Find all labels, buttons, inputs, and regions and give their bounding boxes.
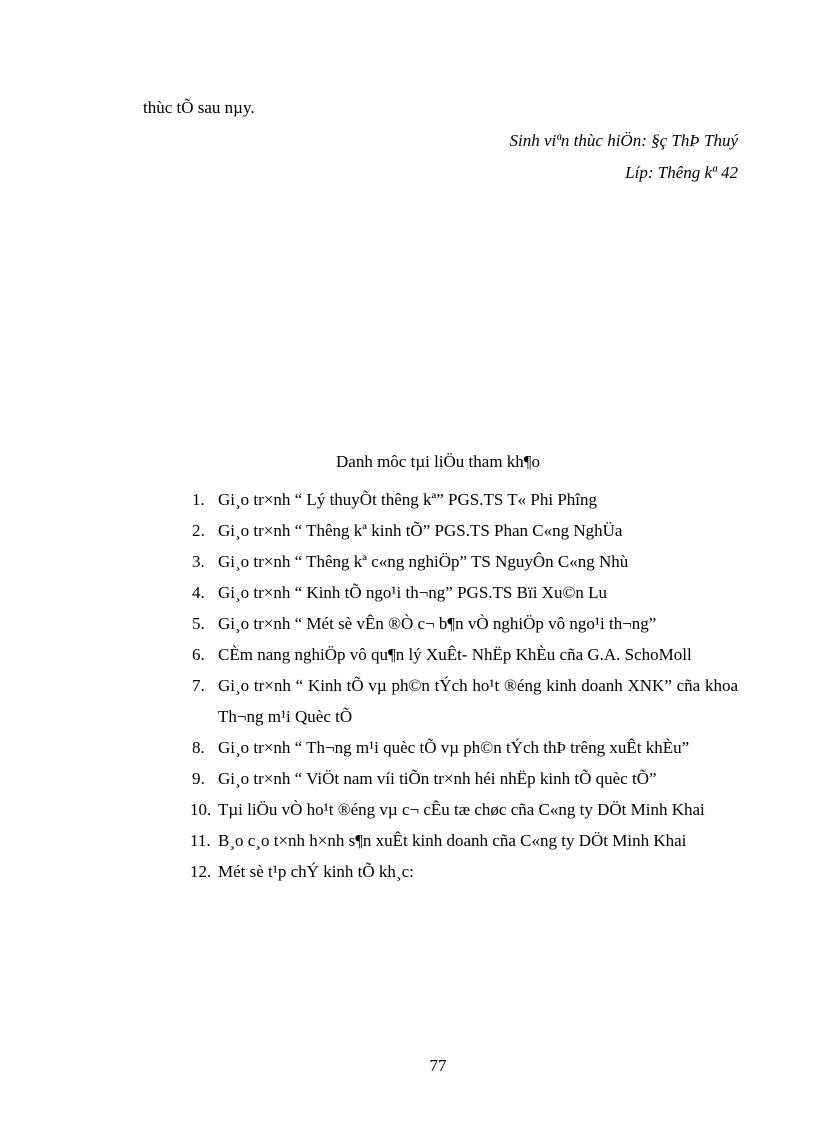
reference-text: CÈm nang nghiÖp vô qu¶n lý XuÊt- NhËp KhÈu cña G.A. SchoMoll [218, 645, 692, 664]
reference-text: Gi¸o tr×nh “ Lý thuyÕt thêng kª” PGS.TS T« Phi Phîng [218, 490, 597, 509]
reference-text: Gi¸o tr×nh “ Th¬ng m¹i quèc tÕ vµ ph©n tÝch thÞ trêng xuÊt khÈu” [218, 738, 690, 757]
reference-text: Tµi liÖu vÒ ho¹t ®éng vµ c¬ cÊu tæ chøc cña C«ng ty DÖt Minh Khai [218, 800, 705, 819]
reference-number: 11. [190, 831, 211, 850]
reference-number: 7. [192, 676, 205, 695]
intro-text: thùc tÕ sau nµy. [143, 98, 255, 117]
reference-text: Gi¸o tr×nh “ Mét sè vÊn ®Ò c¬ b¶n vÒ nghiÖp vô ngo¹i th¬ng” [218, 614, 657, 633]
reference-number: 6. [192, 645, 205, 664]
reference-item [192, 515, 738, 546]
reference-item [192, 608, 738, 639]
reference-item [192, 639, 738, 670]
reference-text: Gi¸o tr×nh “ Kinh tÕ vµ ph©n tÝch ho¹t ®éng kinh doanh XNK” cña khoa Th¬ng m¹i Quèc tÕ [218, 676, 738, 726]
references-title: Danh môc tµi liÖu tham kh¶o [336, 452, 540, 471]
reference-item [192, 763, 738, 794]
reference-item [192, 546, 738, 577]
reference-number: 4. [192, 583, 205, 602]
reference-number: 2. [192, 521, 205, 540]
reference-number: 3. [192, 552, 205, 571]
page-number: 77 [429, 1056, 447, 1075]
reference-number: 12. [190, 862, 212, 881]
reference-item [192, 484, 738, 515]
author-line: Sinh viªn thùc hiÖn: §ç ThÞ Thuý [509, 131, 738, 150]
reference-number: 10. [190, 800, 212, 819]
reference-item [192, 577, 738, 608]
reference-text: B¸o c¸o t×nh h×nh s¶n xuÊt kinh doanh cña C«ng ty DÖt Minh Khai [218, 831, 687, 850]
reference-number: 1. [192, 490, 205, 509]
reference-number: 9. [192, 769, 205, 788]
class-line: Líp: Thêng kª 42 [625, 163, 738, 182]
reference-number: 5. [192, 614, 205, 633]
reference-number: 8. [192, 738, 205, 757]
reference-item [192, 794, 738, 825]
reference-text: Gi¸o tr×nh “ Thêng kª c«ng nghiÖp” TS NguyÔn C«ng Nhù [218, 552, 629, 571]
reference-item [192, 732, 738, 763]
reference-text: Gi¸o tr×nh “ Kinh tÕ ngo¹i th¬ng” PGS.TS Bïi Xu©n Lu [218, 583, 607, 602]
reference-item [192, 670, 738, 732]
references-list [192, 484, 738, 887]
reference-text: Gi¸o tr×nh “ ViÖt nam víi tiÕn tr×nh héi nhËp kinh tÕ quèc tÕ” [218, 769, 657, 788]
reference-item [192, 856, 738, 887]
reference-item [192, 825, 738, 856]
reference-text: Mét sè t¹p chÝ kinh tÕ kh¸c: [218, 862, 414, 881]
reference-text: Gi¸o tr×nh “ Thêng kª kinh tÕ” PGS.TS Phan C«ng NghÜa [218, 521, 623, 540]
